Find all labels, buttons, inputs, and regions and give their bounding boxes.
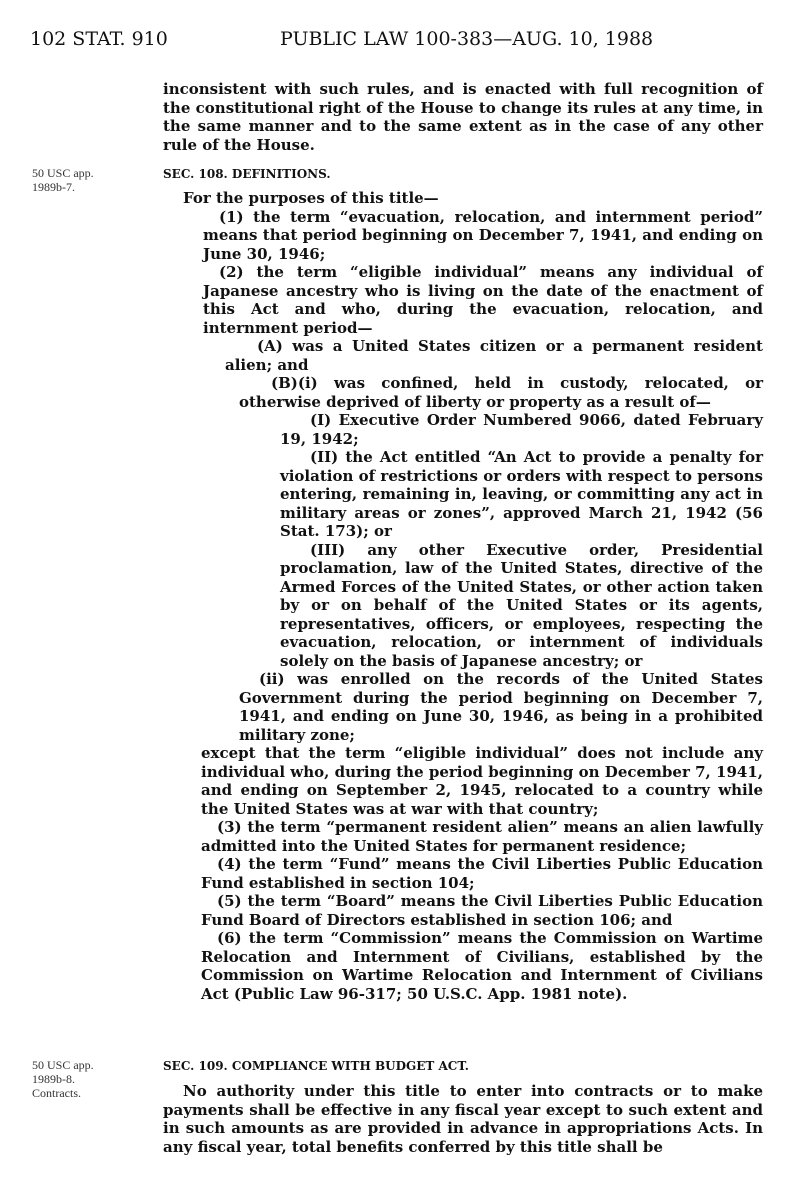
stat-page-number: 102 STAT. 910 <box>30 28 168 50</box>
margin-note-line: Contracts. <box>32 1086 81 1100</box>
section-109-text: No authority under this title to enter into contracts or to make payments shall be effective in any fiscal year except to such extent and in such amounts as are provided in advance in appropriations Acts. In any fiscal year, total benefits conferred by this title shall be <box>163 1082 763 1156</box>
definition-2-B-i-II: (II) the Act entitled “An Act to provide a penalty for violation of restrictions or orders with respect to persons entering, remaining in, leaving, or committing any act in military areas or zones”, approved March 21, 1942 (56 Stat. 173); or <box>280 448 763 540</box>
margin-note-line: 1989b-7. <box>32 180 75 194</box>
definition-2: (2) the term “eligible individual” means any individual of Japanese ancestry who is living on the date of the enactment of this Act and who, during the evacuation, relocation, and internment period— <box>203 263 763 337</box>
definition-1: (1) the term “evacuation, relocation, and internment period” means that period beginning on December 7, 1941, and ending on June 30, 1946; <box>203 207 763 263</box>
page-header <box>30 28 770 62</box>
definition-2-B-i-III: (III) any other Executive order, Presidential proclamation, law of the United States, directive of the Armed Forces of the United States, or other action taken by or on behalf of the United States or its agents, representatives, officers, or employees, respecting the evacuation, relocation, or internment of individuals solely on the basis of Japanese ancestry; or <box>280 540 763 670</box>
definition-6: (6) the term “Commission” means the Commission on Wartime Relocation and Internment of Civilians, established by the Commission on Wartime Relocation and Internment of Civilians Act (Public Law 96-317; 50 U.S.C. App. 1981 note). <box>201 929 763 1003</box>
section-108-lead: For the purposes of this title— <box>183 189 439 207</box>
margin-note-line: 50 USC app. <box>32 1058 94 1072</box>
definition-5: (5) the term “Board” means the Civil Liberties Public Education Fund Board of Directors established in section 106; and <box>201 892 763 929</box>
definition-2-B-ii: (ii) was enrolled on the records of the United States Government during the period beginning on December 7, 1941, and ending on June 30, 1946, as being in a prohibited military zone; <box>239 670 763 744</box>
definition-2-B-i: (B)(i) was confined, held in custody, relocated, or otherwise deprived of liberty or property as a result of— <box>239 374 763 411</box>
margin-note-line: 50 USC app. <box>32 166 94 180</box>
definition-2-B-i-I: (I) Executive Order Numbered 9066, dated February 19, 1942; <box>280 411 763 448</box>
running-title: PUBLIC LAW 100-383—AUG. 10, 1988 <box>280 28 654 50</box>
intro-text: inconsistent with such rules, and is enacted with full recognition of the constitutional right of the House to change its rules at any time, in the same manner and to the same extent as in the case of any other rule of the House. <box>163 80 763 154</box>
definition-3: (3) the term “permanent resident alien” means an alien lawfully admitted into the United States for permanent residence; <box>201 818 763 855</box>
margin-note-1989b-8 <box>32 1058 142 1100</box>
intro-paragraph <box>163 80 763 154</box>
definition-2-A: (A) was a United States citizen or a permanent resident alien; and <box>225 337 763 374</box>
section-109-body <box>163 1082 763 1156</box>
section-108-body <box>163 189 763 1003</box>
section-108-heading: SEC. 108. DEFINITIONS. <box>163 167 331 181</box>
section-109-heading: SEC. 109. COMPLIANCE WITH BUDGET ACT. <box>163 1059 469 1073</box>
margin-note-line: 1989b-8. <box>32 1072 75 1086</box>
definition-4: (4) the term “Fund” means the Civil Liberties Public Education Fund established in section 104; <box>201 855 763 892</box>
definition-2-exception: except that the term “eligible individual” does not include any individual who, during the period beginning on December 7, 1941, and ending on September 2, 1945, relocated to a country while the United States was at war with that country; <box>201 744 763 818</box>
margin-note-1989b-7 <box>32 166 142 194</box>
